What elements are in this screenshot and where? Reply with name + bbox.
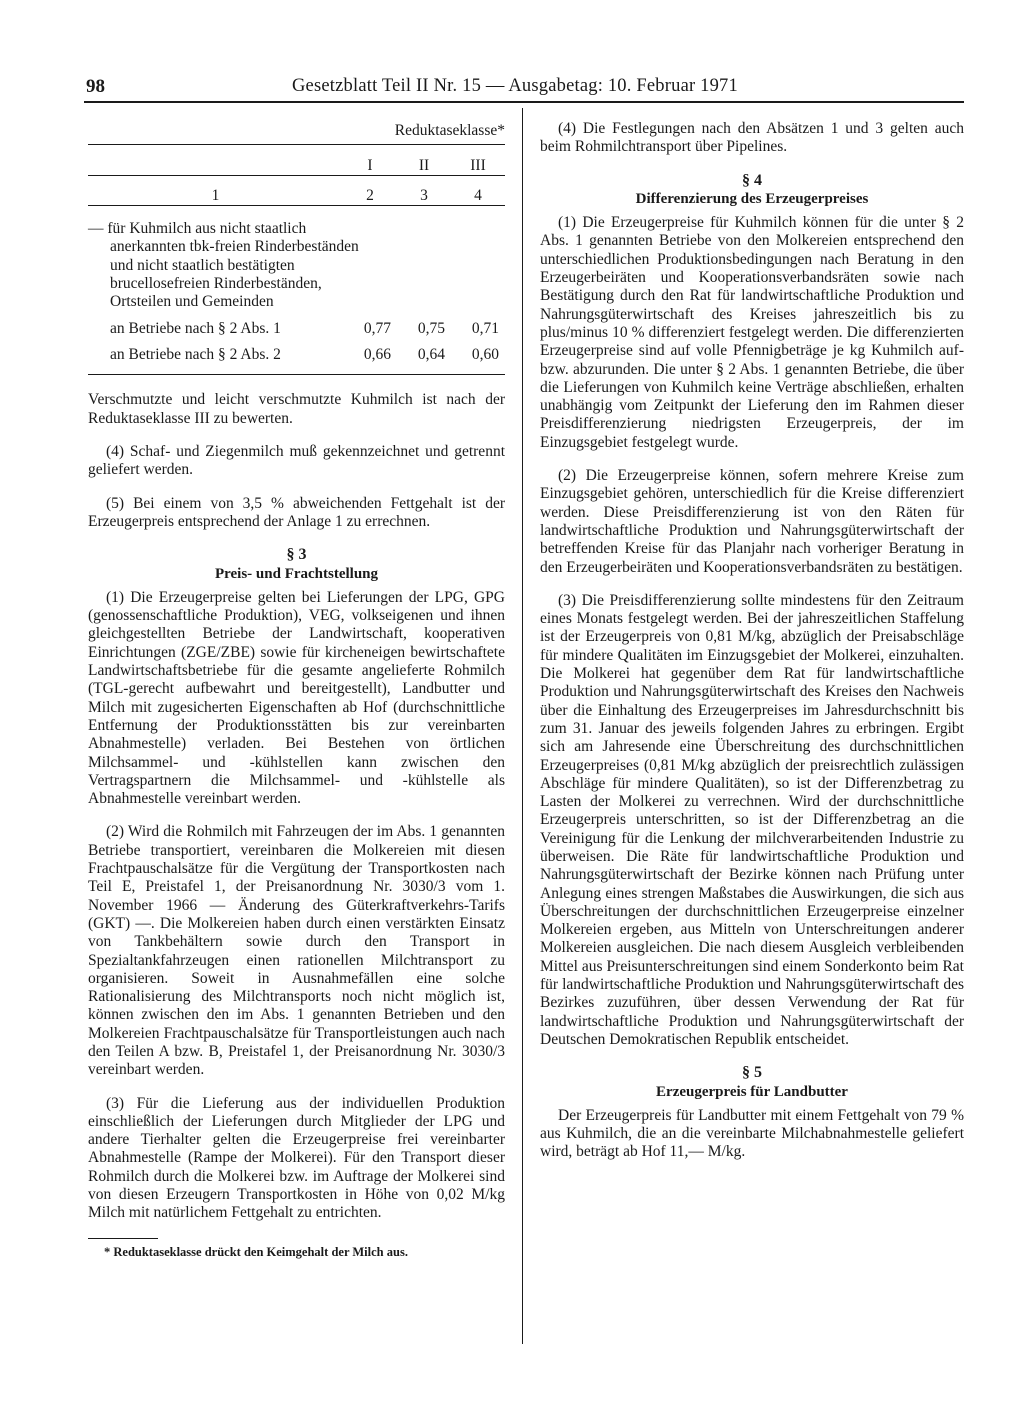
section-5-title: Erzeugerpreis für Landbutter — [656, 1083, 848, 1100]
paragraph-verschmutzt: Verschmutzte und leicht verschmutzte Kuhmilch ist nach der Reduktaseklasse III zu bewerten. — [88, 391, 505, 427]
table-colnum-4: 4 — [474, 186, 482, 204]
header-rule — [84, 101, 964, 103]
table-cell: 0,77 — [363, 320, 391, 338]
table-row — [88, 342, 505, 368]
left-column — [88, 120, 505, 1261]
section-4-title: Differenzierung des Erzeugerpreises — [635, 190, 869, 207]
page-number: 98 — [86, 76, 105, 97]
section-4-number: § 4 — [742, 171, 762, 189]
table-roman-row — [88, 145, 505, 175]
section-4-paragraph-3: (3) Die Preisdifferenzierung sollte mindestens für den Zeitraum eines Monats festgelegt werden. Bei der jahreszeitlichen Staffelung ist der Erzeugerpreis von 0,81 M/kg, abzüglich der Preisabschläge für mindere Qualitäten im Einzugsgebiet der Molkerei, einzuhalten. Die Molkerei hat gegenüber dem Rat für landwirtschaftliche Produktion und Nahrungsgüterwirtschaft des Kreises den Nachweis über die Einhaltung des Erzeugerpreises im Jahresdurchschnitt bis zum 31. Januar des jeweils folgenden Jahres zu erbringen. Ergibt sich am Jahresende eine Überschreitung des durchschnittlichen Erzeugerpreises (0,81 M/kg abzüglich der preisrechtlich zulässigen Abschläge für mindere Qualitäten), so ist der Differenzbetrag zu Lasten der Molkerei zu verrechnen. Wird der durchschnittliche Erzeugerpreis unterschritten, so ist der Differenzbetrag an die Vereinigung für die Lenkung der milchverarbeitenden Industrie zu überweisen. Die Räte für landwirtschaftliche Produktion und Nahrungsgüterwirtschaft der Bezirke können nach Prüfung unter Anlegung eines strengen Maßstabes die Auswirkungen, die sich aus Überschreitungen der durchschnittlichen Erzeugerpreise einzelner Molkereien ergeben, aus Mitteln von Unterschreitungen anderer Molkereien ausgleichen. Die nach diesem Ausgleich verbleibenden Mittel aus Preisunterschreitungen sind einem Sonderkonto beim Rat für landwirtschaftliche Produktion und Nahrungsgüterwirtschaft des Bezirkes zuzuführen, über dessen Verwendung der Rat für landwirtschaftliche Produktion und Nahrungsgüterwirtschaft der Deutschen Demokratischen Republik entscheidet. — [540, 591, 964, 1048]
section-3-title: Preis- und Frachtstellung — [214, 565, 379, 582]
table-caption: Reduktaseklasse* — [394, 122, 505, 139]
table-row — [88, 316, 505, 342]
table-cell: 0,75 — [417, 320, 445, 338]
table-colnum-1: 1 — [211, 186, 220, 204]
table-description: — für Kuhmilch aus nicht staatlich anerkannten tbk-freien Rinderbeständen und nicht staatlich bestätigten brucellosefreien Rinderbeständen, Ortsteilen und Gemeinden — [88, 220, 359, 311]
reduktase-table — [88, 120, 505, 375]
table-colnum-2: 2 — [366, 186, 374, 204]
column-divider — [522, 108, 523, 1344]
table-cell: 0,64 — [417, 346, 445, 364]
section-3-paragraph-4: (4) Die Festlegungen nach den Absätzen 1 und 3 gelten auch beim Rohmilchtransport über Pipelines. — [540, 120, 964, 156]
section-3-paragraph-3: (3) Für die Lieferung aus der individuellen Produktion einschließlich der Lieferungen durch Mitglieder der LPG und andere Tierhalter gelten die Erzeugerpreise frei vereinbarter Abnahmestelle (Rampe der Molkerei). Für den Transport dieser Rohmilch durch die Molkerei bzw. im Auftrage der Molkerei sind von diesen Erzeugern Transportkosten in Höhe von 0,02 M/kg Milch mit natürlichem Fettgehalt zu entrichten. — [88, 1094, 505, 1222]
section-4-paragraph-1: (1) Die Erzeugerpreise für Kuhmilch können für die unter § 2 Abs. 1 genannten Betriebe von den Molkereien entsprechend den unterschiedlichen Produktionsbedingungen nach Beratung in den Erzeugerbeiräten und Kooperationsverbandsräten sowie nach Bestätigung durch den Rat für landwirtschaftliche Produktion und Nahrungsgüterwirtschaft des Kreises jahreszeitlich bis zu plus/minus 10 % differenziert festgelegt werden. Die differenzierten Erzeugerpreise sind auf volle Pfennigbeträge je kg Kuhmilch auf- bzw. abzurunden. Die unter § 2 Abs. 1 genannten Betriebe, die über die Lieferungen von Kuhmilch keine Verträge abschließen, erhalten unabhängig vom Zeitpunkt der Lieferung den im Rahmen dieser Preisdifferenzierung niedrigsten Erzeugerpreis, der im Einzugsgebiet festgelegt wurde. — [540, 214, 964, 451]
table-number-row — [88, 176, 505, 205]
table-roman-1: I — [367, 156, 373, 174]
table-cell: 0,71 — [471, 320, 499, 338]
section-4-paragraph-2: (2) Die Erzeugerpreise können, sofern mehrere Kreise zum Einzugsgebiet gehören, unterschiedlich für die Kreise differenziert werden. Diese Preisdifferenzierung ist von den Räten für landwirtschaftliche Produktion und Nahrungsgüterwirtschaft der betreffenden Kreise für das Planjahr nach vorheriger Beratung in den Erzeugerbeiräten und Kooperationsverbandsräten zu bestätigen. — [540, 467, 964, 576]
table-row-label: an Betriebe nach § 2 Abs. 2 — [110, 346, 281, 364]
paragraph-abs4: (4) Schaf- und Ziegenmilch muß gekennzeichnet und getrennt geliefert werden. — [88, 443, 505, 479]
table-row-label: an Betriebe nach § 2 Abs. 1 — [110, 320, 281, 338]
paragraph-abs5: (5) Bei einem von 3,5 % abweichenden Fettgehalt ist der Erzeugerpreis entsprechend der Anlage 1 zu errechnen. — [88, 494, 505, 530]
section-5-paragraph-1: Der Erzeugerpreis für Landbutter mit einem Fettgehalt von 79 % aus Kuhmilch, die an die vereinbarte Milchabnahmestelle geliefert wird, beträgt ab Hof 11,— M/kg. — [540, 1106, 964, 1161]
table-colnum-3: 3 — [420, 186, 428, 204]
section-5-number: § 5 — [742, 1064, 762, 1082]
footnote: * Reduktaseklasse drückt den Keimgehalt der Milch aus. — [104, 1244, 408, 1259]
section-3-paragraph-1: (1) Die Erzeugerpreise gelten bei Lieferungen der LPG, GPG (genossenschaftliche Produktion), VEG, volkseigenen und ihnen gleichgestellten Betriebe der Landwirtschaft, kooperativen Einrichtungen (ZGE/ZBE) sowie für kircheneigen bewirtschaftete Landwirtschaftsbetriebe für die gesamte angelieferte Rohmilch (TGL-gerecht aufbewahrt und bereitgestellt), Landbutter und Milch mit zugesicherten Eigenschaften ab Hof (durchschnittliche Entfernung der Produktionsstätten bis zur vereinbarten Abnahmestelle) verladen. Bei Bestehen von örtlichen Milchsammel- und -kühlstellen kann zwischen den Vertragspartnern die Milchsammel- und -kühlstelle als Abnahmestelle vereinbart werden. — [88, 588, 505, 808]
table-cell: 0,60 — [471, 346, 499, 364]
right-column — [540, 120, 964, 1177]
table-cell: 0,66 — [363, 346, 391, 364]
footnote-rule — [88, 1238, 158, 1239]
table-end-rule — [88, 374, 505, 375]
section-3-paragraph-2: (2) Wird die Rohmilch mit Fahrzeugen der im Abs. 1 genannten Betriebe transportiert, vereinbaren die Molkereien mit diesen Frachtpauschalsätze für die Vergütung der Transportkosten nach Teil E, Preistafel 1, der Preisanordnung Nr. 3030/3 vom 1. November 1966 — Änderung des Güterkraftverkehrs-Tarifs (GKT) —. Die Molkereien haben durch einen verstärkten Einsatz von Tankbehältern sowie durch den Transport in Spezialtankfahrzeugen einen rationellen Milchtransport zu organisieren. Soweit in Ausnahmefällen eine solche Rationalisierung des Milchtransports noch nicht möglich ist, können zwischen den im Abs. 1 genannten Betrieben und den Molkereien Frachtpauschalsätze für Transportleistungen auch nach den Teilen A bzw. B, Preistafel 1, der Preisanordnung Nr. 3030/3 vereinbart werden. — [88, 823, 505, 1079]
page-header-title: Gesetzblatt Teil II Nr. 15 — Ausgabetag: 10. Februar 1971 — [292, 76, 738, 96]
section-3-number: § 3 — [286, 546, 307, 564]
table-roman-2: II — [418, 156, 430, 174]
table-roman-3: III — [470, 156, 486, 174]
